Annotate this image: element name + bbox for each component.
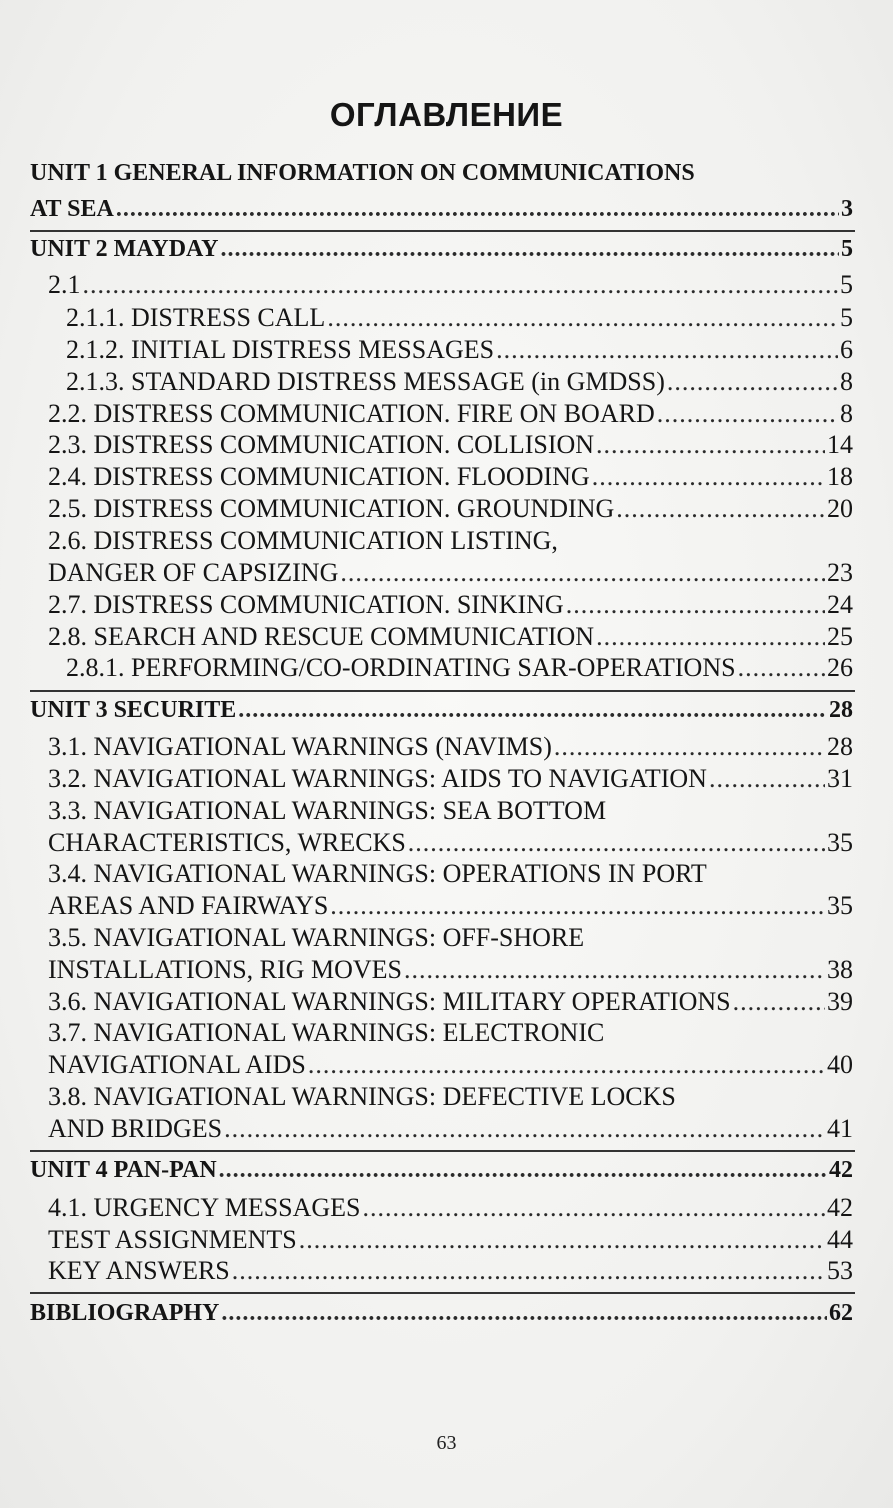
toc-page-number: 14 — [827, 430, 853, 459]
toc-entry-unit-2[interactable] — [30, 234, 853, 264]
toc-page-number: 5 — [840, 270, 853, 299]
toc-entry-2-6-line-2[interactable] — [48, 558, 853, 588]
toc-entry-text: 2.5. DISTRESS COMMUNICATION. GROUNDING — [48, 494, 615, 523]
toc-entry-unit-1-line-1[interactable] — [30, 158, 853, 188]
dot-leader — [220, 234, 839, 264]
toc-page-number: 5 — [841, 236, 853, 262]
dot-leader — [596, 622, 825, 652]
toc-entry-text: 2.1 — [48, 270, 81, 299]
toc-entry-text: 2.4. DISTRESS COMMUNICATION. FLOODING — [48, 462, 590, 491]
toc-page-number: 3 — [841, 196, 853, 222]
dot-leader — [299, 1225, 825, 1255]
dot-leader — [667, 367, 838, 397]
toc-entry-text: 2.8.1. PERFORMING/CO-ORDINATING SAR-OPERATIONS — [66, 653, 736, 682]
toc-entry-test-assignments[interactable] — [48, 1225, 853, 1255]
toc-page-number: 40 — [827, 1050, 853, 1079]
toc-entry-text: 3.4. NAVIGATIONAL WARNINGS: OPERATIONS IN PORT — [48, 859, 707, 888]
toc-entry-3-3-line-1[interactable] — [48, 796, 853, 826]
dot-leader — [709, 764, 825, 794]
toc-page-number: 39 — [827, 987, 853, 1016]
toc-entry-3-6[interactable] — [48, 987, 853, 1017]
dot-leader — [738, 653, 825, 683]
dot-leader — [404, 955, 825, 985]
toc-entry-text: 3.7. NAVIGATIONAL WARNINGS: ELECTRONIC — [48, 1018, 605, 1047]
toc-entry-text: UNIT 4 PAN-PAN — [30, 1157, 217, 1183]
toc-page-number: 25 — [827, 622, 853, 651]
dot-leader — [657, 399, 838, 429]
toc-entry-2-8[interactable] — [48, 622, 853, 652]
toc-entry-text: 2.1.1. DISTRESS CALL — [66, 303, 326, 332]
dot-leader — [616, 494, 825, 524]
toc-entry-text: 2.8. SEARCH AND RESCUE COMMUNICATION — [48, 622, 595, 651]
toc-entry-3-2[interactable] — [48, 764, 853, 794]
toc-entry-2-7[interactable] — [48, 590, 853, 620]
section-divider — [30, 690, 855, 692]
toc-page-number: 8 — [840, 399, 853, 428]
toc-page-number: 26 — [827, 653, 853, 682]
toc-entry-text: 4.1. URGENCY MESSAGES — [48, 1193, 361, 1222]
page-number-footer: 63 — [436, 1432, 457, 1454]
toc-entry-unit-1-line-2[interactable] — [30, 194, 853, 224]
dot-leader — [596, 430, 825, 460]
dot-leader — [224, 1114, 825, 1144]
toc-entry-text: 3.1. NAVIGATIONAL WARNINGS (NAVIMS) — [48, 732, 552, 761]
dot-leader — [219, 1155, 827, 1185]
toc-entry-unit-3[interactable] — [30, 695, 853, 725]
toc-entry-3-1[interactable] — [48, 732, 853, 762]
toc-entry-text: TEST ASSIGNMENTS — [48, 1225, 297, 1254]
dot-leader — [221, 1298, 827, 1328]
toc-entry-text: UNIT 1 GENERAL INFORMATION ON COMMUNICATIONS — [30, 160, 695, 186]
toc-entry-2-2[interactable] — [48, 399, 853, 429]
toc-entry-2-1-3[interactable] — [66, 367, 853, 397]
toc-page-number: 44 — [827, 1225, 853, 1254]
toc-page-number: 24 — [827, 590, 853, 619]
toc-page-number: 62 — [829, 1300, 853, 1326]
toc-page-number: 35 — [827, 891, 853, 920]
dot-leader — [308, 1050, 825, 1080]
toc-page-number: 5 — [840, 303, 853, 332]
toc-page-number: 18 — [827, 462, 853, 491]
toc-entry-text: 2.3. DISTRESS COMMUNICATION. COLLISION — [48, 430, 595, 459]
toc-page-number: 8 — [840, 367, 853, 396]
toc-entry-text: UNIT 2 MAYDAY — [30, 236, 219, 262]
dot-leader — [554, 732, 825, 762]
toc-entry-text: INSTALLATIONS, RIG MOVES — [48, 955, 402, 984]
section-divider — [30, 1150, 855, 1152]
dot-leader — [566, 590, 825, 620]
dot-leader — [363, 1193, 825, 1223]
toc-entry-text: AT SEA — [30, 196, 114, 222]
toc-entry-4-1[interactable] — [48, 1193, 853, 1223]
toc-entry-2-4[interactable] — [48, 462, 853, 492]
toc-page-number: 42 — [829, 1157, 853, 1183]
toc-page-number: 20 — [827, 494, 853, 523]
toc-page-number: 35 — [827, 828, 853, 857]
toc-entry-3-4-line-2[interactable] — [48, 891, 853, 921]
toc-entry-3-5-line-2[interactable] — [48, 955, 853, 985]
toc-entry-text: CHARACTERISTICS, WRECKS — [48, 828, 406, 857]
toc-entry-3-5-line-1[interactable] — [48, 923, 853, 953]
toc-entry-text: AREAS AND FAIRWAYS — [48, 891, 329, 920]
toc-entry-text: 2.2. DISTRESS COMMUNICATION. FIRE ON BOARD — [48, 399, 655, 428]
section-divider — [30, 230, 855, 232]
dot-leader — [496, 335, 838, 365]
toc-entry-text: 2.1.2. INITIAL DISTRESS MESSAGES — [66, 335, 495, 364]
dot-leader — [232, 1256, 825, 1286]
toc-page-number: 38 — [827, 955, 853, 984]
dot-leader — [327, 303, 838, 333]
toc-entry-3-8-line-2[interactable] — [48, 1114, 853, 1144]
toc-entry-2-1-2[interactable] — [66, 335, 853, 365]
dot-leader — [238, 695, 827, 725]
dot-leader — [116, 194, 839, 224]
toc-entry-key-answers[interactable] — [48, 1256, 853, 1286]
toc-entry-text: 3.6. NAVIGATIONAL WARNINGS: MILITARY OPERATIONS — [48, 987, 731, 1016]
toc-entry-text: 3.2. NAVIGATIONAL WARNINGS: AIDS TO NAVIGATION — [48, 764, 707, 793]
toc-entry-text: 3.5. NAVIGATIONAL WARNINGS: OFF-SHORE — [48, 923, 585, 952]
section-divider — [30, 1292, 855, 1294]
toc-entry-2-1-1[interactable] — [66, 303, 853, 333]
toc-page-number: 23 — [827, 558, 853, 587]
toc-entry-unit-4[interactable] — [30, 1155, 853, 1185]
toc-entry-3-7-line-2[interactable] — [48, 1050, 853, 1080]
dot-leader — [83, 270, 839, 300]
toc-page-number: 42 — [827, 1193, 853, 1222]
toc-page-number: 41 — [827, 1114, 853, 1143]
dot-leader — [408, 828, 825, 858]
toc-entry-3-7-line-1[interactable] — [48, 1018, 853, 1048]
toc-entry-2-6-line-1[interactable] — [48, 526, 853, 556]
toc-page-number: 6 — [840, 335, 853, 364]
toc-entry-2-3[interactable] — [48, 430, 853, 460]
toc-entry-3-4-line-1[interactable] — [48, 859, 853, 889]
toc-entry-bibliography[interactable] — [30, 1298, 853, 1328]
toc-entry-text: DANGER OF CAPSIZING — [48, 558, 339, 587]
dot-leader — [592, 462, 825, 492]
toc-entry-text: 2.7. DISTRESS COMMUNICATION. SINKING — [48, 590, 564, 619]
toc-entry-2-8-1[interactable] — [66, 653, 853, 683]
toc-entry-text: 2.6. DISTRESS COMMUNICATION LISTING, — [48, 526, 558, 555]
toc-page-number: 28 — [829, 697, 853, 723]
toc-page-number: 28 — [827, 732, 853, 761]
dot-leader — [733, 987, 825, 1017]
toc-entry-text: 3.8. NAVIGATIONAL WARNINGS: DEFECTIVE LOCKS — [48, 1082, 676, 1111]
toc-entry-text: 2.1.3. STANDARD DISTRESS MESSAGE (in GMDSS) — [66, 367, 665, 396]
dot-leader — [340, 558, 825, 588]
page-title: ОГЛАВЛЕНИЕ — [329, 96, 564, 133]
toc-entry-3-3-line-2[interactable] — [48, 828, 853, 858]
toc-entry-text: 3.3. NAVIGATIONAL WARNINGS: SEA BOTTOM — [48, 796, 607, 825]
toc-entry-text: UNIT 3 SECURITE — [30, 697, 237, 723]
dot-leader — [330, 891, 825, 921]
toc-page-number: 31 — [827, 764, 853, 793]
toc-entry-text: AND BRIDGES — [48, 1114, 223, 1143]
toc-entry-2-1[interactable] — [48, 270, 853, 300]
toc-entry-text: BIBLIOGRAPHY — [30, 1300, 220, 1326]
toc-entry-text: KEY ANSWERS — [48, 1256, 230, 1285]
toc-entry-3-8-line-1[interactable] — [48, 1082, 853, 1112]
toc-entry-text: NAVIGATIONAL AIDS — [48, 1050, 306, 1079]
toc-page-number: 53 — [827, 1256, 853, 1285]
toc-entry-2-5[interactable] — [48, 494, 853, 524]
